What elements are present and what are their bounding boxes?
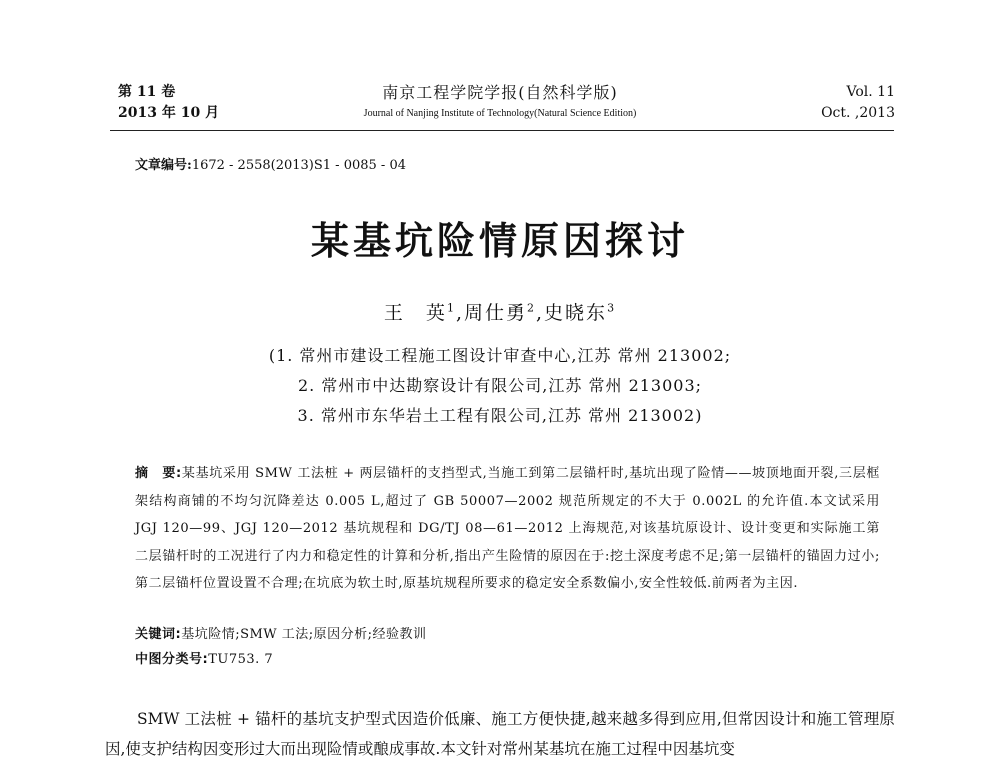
journal-title-en: Journal of Nanjing Institute of Technology(Natural Science Edition) (363, 108, 637, 119)
classification-text: TU753. 7 (208, 652, 274, 667)
abstract-text: 某基坑采用 SMW 工法桩 + 两层锚杆的支挡型式,当施工到第二层锚杆时,基坑出现了险情——坡顶地面开裂,三层框架结构商铺的不均匀沉降差达 0.005 L,超过了 GB 50007—2002 规范所规定的不大于 0.002L 的允许值.本文试采用 JGJ 120—99、JGJ 120—2012 基坑规程和 DG/TJ 08—61—2012 上海规范,对该基坑原设计、设计变更和实际施工第二层锚杆时的工况进行了内力和稳定性的计算和分析,指出产生险情的原因在于:挖土深度考虑不足;第一层锚杆的锚固力过小;第二层锚杆位置设置不合理;在坑底为软土时,原基坑规程所要求的稳定安全系数偏小,安全性较低.前两者为主因. (135, 466, 880, 591)
author-name: 史晓东 (544, 302, 608, 324)
classification (135, 648, 273, 667)
author-name: 王 英 (383, 302, 447, 324)
affiliation-2: 2. 常州市中达勘察设计有限公司,江苏 常州 213003; (297, 376, 703, 395)
article-number (135, 154, 406, 173)
body-text: SMW 工法桩 + 锚杆的基坑支护型式因造价低廉、施工方便快捷,越来越多得到应用,但常因设计和施工管理原因,使支护结构因变形过大而出现险情或酿成事故.本文针对常州某基坑在施工过程中因基坑变 (105, 710, 895, 758)
volume-cn: 第 11 卷 (118, 84, 176, 100)
article-number-value: 1672 - 2558(2013)S1 - 0085 - 04 (191, 158, 406, 173)
header-rule (110, 130, 894, 131)
journal-title-cn: 南京工程学院学报(自然科学版) (382, 83, 618, 102)
keywords-label: 关键词: (135, 627, 182, 642)
author-name: 周仕勇 (463, 302, 527, 324)
author-line (0, 298, 1000, 325)
author-affil-sup: 3 (607, 301, 617, 315)
date-cn: 2013 年 10 月 (118, 105, 220, 121)
volume-en: Vol. 11 (846, 84, 895, 100)
header-right (821, 82, 895, 124)
body-paragraph (105, 704, 895, 764)
keywords-text: 基坑险情;SMW 工法;原因分析;经验教训 (181, 627, 427, 642)
author-affil-sup: 2 (527, 301, 536, 315)
abstract (135, 460, 880, 598)
affiliation-1: (1. 常州市建设工程施工图设计审查中心,江苏 常州 213002; (268, 346, 732, 365)
paper-title: 某基坑险情原因探讨 (310, 219, 689, 263)
abstract-label: 摘 要: (135, 466, 182, 481)
date-en: Oct. ,2013 (821, 105, 895, 121)
author-separator: , (455, 302, 464, 324)
author-separator: , (536, 302, 545, 324)
author-affil-sup: 1 (446, 301, 456, 315)
affiliation-3: 3. 常州市东华岩土工程有限公司,江苏 常州 213002) (297, 406, 703, 425)
article-number-label: 文章编号: (135, 158, 192, 173)
keywords (135, 623, 427, 642)
classification-label: 中图分类号: (135, 652, 209, 667)
